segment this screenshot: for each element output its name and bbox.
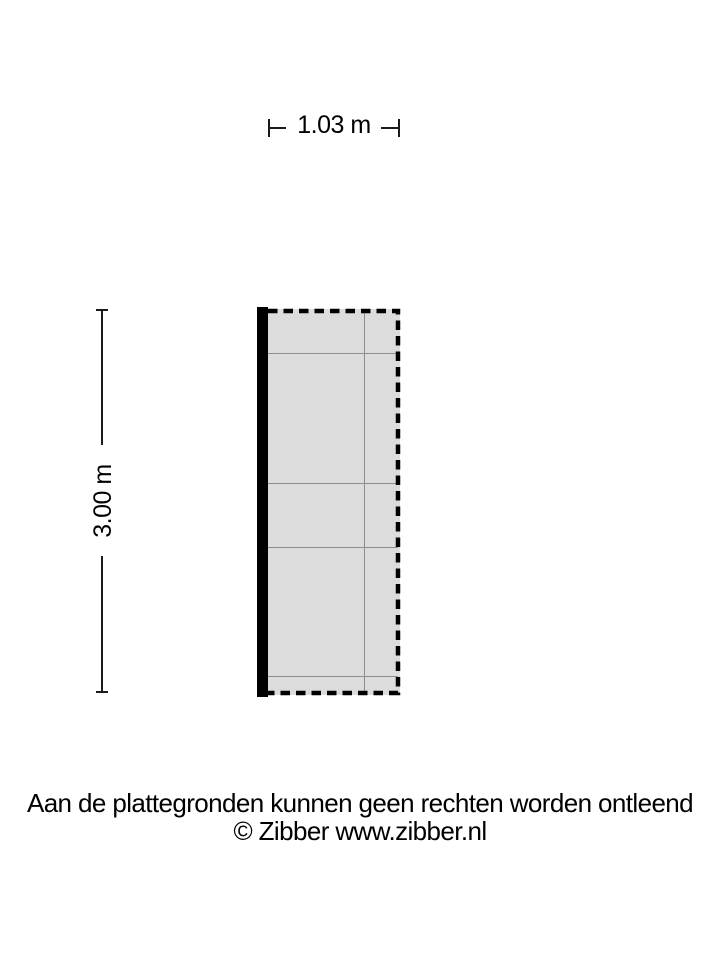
footer	[0, 789, 720, 845]
wall-segment	[257, 307, 268, 697]
footer-disclaimer: Aan de plattegronden kunnen geen rechten worden ontleend	[26, 788, 694, 818]
width-dimension-label: 1.03 m	[297, 111, 371, 139]
room-fill	[268, 309, 400, 695]
height-dimension-label: 3.00 m	[89, 464, 117, 538]
footer-copyright: © Zibber www.zibber.nl	[233, 816, 487, 846]
